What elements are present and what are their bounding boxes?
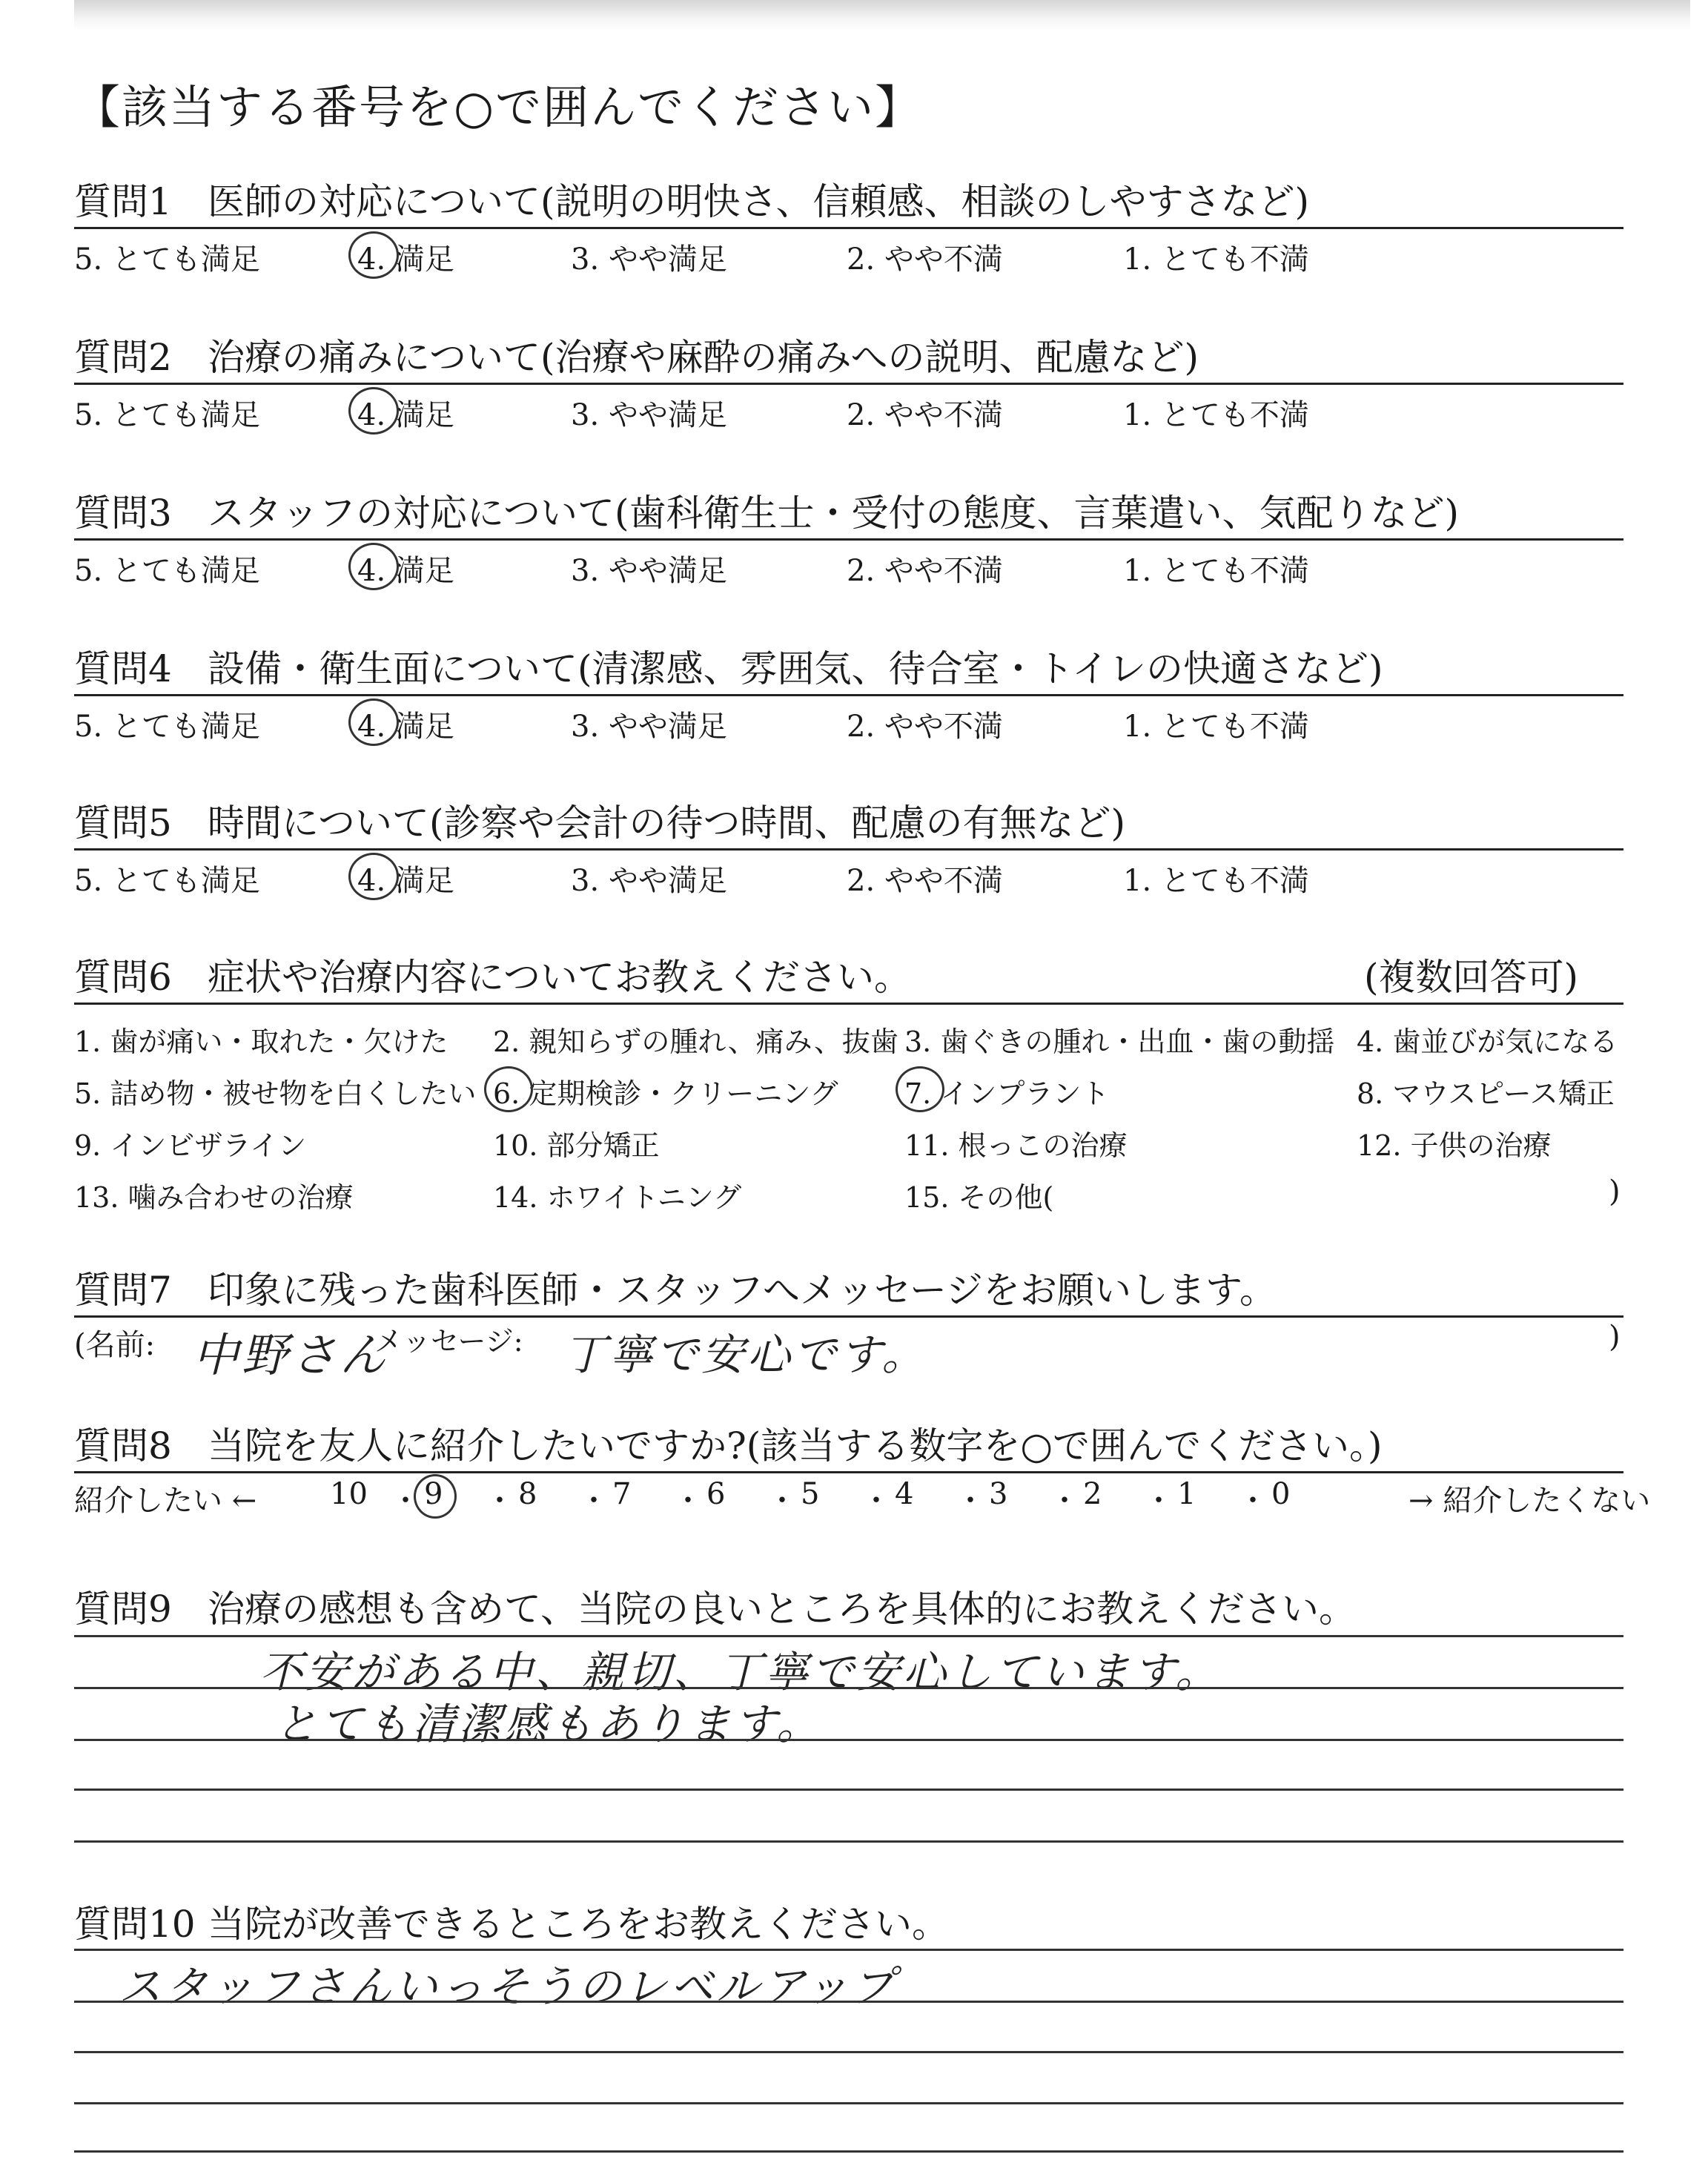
- scale-separator: ・: [1144, 1484, 1174, 1518]
- rating-option[interactable]: 2. やや不満: [847, 710, 1003, 744]
- answer-line: [74, 1739, 1623, 1741]
- rating-option[interactable]: 2. やや不満: [847, 864, 1003, 898]
- question-text: 治療の感想も含めて、当院の良いところを具体的にお教えください。: [208, 1588, 1356, 1631]
- question-7: [74, 1261, 1623, 1382]
- question-number: 質問4: [74, 647, 172, 690]
- rating-option[interactable]: 3. やや満足: [571, 864, 727, 898]
- symptom-option[interactable]: 3. 歯ぐきの腫れ・出血・歯の動揺: [904, 1025, 1335, 1058]
- question-number: 質問8: [74, 1424, 172, 1467]
- question-number: 質問7: [74, 1269, 172, 1312]
- scale-right-label: → 紹介したくない: [1409, 1484, 1651, 1518]
- symptom-option[interactable]: 7. インプラント: [904, 1077, 1110, 1110]
- symptom-option[interactable]: 9. インビザライン: [74, 1129, 307, 1162]
- rating-option[interactable]: 4. 満足: [357, 864, 454, 898]
- scale-left-label: 紹介したい ←: [74, 1484, 257, 1518]
- handwritten-answer-line-1: 不安がある中、親切、丁寧で安心しています。: [259, 1647, 1222, 1697]
- question-text: 当院が改善できるところをお教えください。: [208, 1903, 949, 1946]
- handwritten-improvement: スタッフさんいっそうのレベルアップ: [119, 1961, 897, 2012]
- symptom-option[interactable]: 13. 噛み合わせの治療: [74, 1181, 354, 1214]
- question-9: [74, 1579, 1623, 1631]
- scale-number[interactable]: 8: [518, 1477, 537, 1511]
- scale-number[interactable]: 1: [1177, 1477, 1196, 1511]
- selection-circle: [348, 853, 399, 900]
- symptom-option[interactable]: 15. その他(: [904, 1181, 1054, 1214]
- selection-circle: [896, 1066, 944, 1112]
- message-label: メッセージ:: [374, 1325, 523, 1358]
- scale-number[interactable]: 7: [612, 1477, 632, 1511]
- selection-circle: [348, 387, 399, 435]
- scale-separator: ・: [767, 1484, 797, 1518]
- form-heading: 【該当する番号を○で囲んでください】: [74, 80, 923, 134]
- rating-option[interactable]: 5. とても満足: [74, 554, 260, 588]
- multiple-answer-note: (複数回答可): [1364, 956, 1579, 999]
- scale-number[interactable]: 10: [330, 1477, 368, 1511]
- answer-line: [74, 2150, 1623, 2153]
- scale-separator: ・: [485, 1484, 514, 1518]
- answer-line: [74, 1789, 1623, 1791]
- question-1: [74, 172, 1623, 283]
- question-text: 印象に残った歯科医師・スタッフへメッセージをお願いします。: [208, 1269, 1277, 1312]
- name-label: (名前:: [74, 1328, 156, 1362]
- symptom-option[interactable]: 2. 親知らずの腫れ、痛み、抜歯: [493, 1025, 898, 1058]
- scale-separator: ・: [579, 1484, 609, 1518]
- symptom-option[interactable]: 14. ホワイトニング: [493, 1181, 742, 1214]
- rating-option[interactable]: 4. 満足: [357, 242, 454, 277]
- question-text: 医師の対応について(説明の明快さ、信頼感、相談のしやすさなど): [208, 180, 1310, 223]
- question-text: 当院を友人に紹介したいですか?(該当する数字を○で囲んでください。): [208, 1424, 1383, 1467]
- selection-circle: [414, 1474, 457, 1519]
- question-number: 質問9: [74, 1588, 172, 1631]
- question-underline: [74, 227, 1623, 229]
- answer-line: [74, 1840, 1623, 1843]
- rating-option[interactable]: 2. やや不満: [847, 554, 1003, 588]
- rating-option[interactable]: 4. 満足: [357, 710, 454, 744]
- question-number: 質問6: [74, 956, 172, 999]
- handwritten-message: 丁寧で安心です。: [563, 1330, 928, 1380]
- rating-option[interactable]: 5. とても満足: [74, 242, 260, 277]
- rating-option[interactable]: 5. とても満足: [74, 864, 260, 898]
- rating-option[interactable]: 3. やや満足: [571, 710, 727, 744]
- question-underline: [74, 1471, 1623, 1473]
- scale-number[interactable]: 6: [706, 1477, 726, 1511]
- rating-option[interactable]: 5. とても満足: [74, 398, 260, 432]
- selection-circle: [348, 543, 399, 590]
- selection-circle: [348, 231, 399, 279]
- rating-option[interactable]: 3. やや満足: [571, 398, 727, 432]
- question-underline: [74, 1003, 1623, 1005]
- answer-line: [74, 2001, 1623, 2003]
- rating-option[interactable]: 4. 満足: [357, 398, 454, 432]
- answer-line: [74, 1949, 1623, 1951]
- scan-top-edge: [74, 0, 1690, 31]
- symptom-option[interactable]: 8. マウスピース矯正: [1357, 1077, 1615, 1110]
- selection-circle: [348, 698, 399, 746]
- question-text: スタッフの対応について(歯科衛生士・受付の態度、言葉遣い、気配りなど): [208, 492, 1460, 535]
- scale-number[interactable]: 3: [989, 1477, 1008, 1511]
- scale-separator: ・: [1238, 1484, 1268, 1518]
- selection-circle: [484, 1066, 533, 1112]
- rating-option[interactable]: 1. とても不満: [1123, 554, 1309, 588]
- scale-number[interactable]: 0: [1271, 1477, 1291, 1511]
- question-text: 時間について(診察や会計の待つ時間、配慮の有無など): [208, 802, 1126, 845]
- scale-separator: ・: [391, 1484, 420, 1518]
- answer-line: [74, 2102, 1623, 2104]
- symptom-option[interactable]: 6. 定期検診・クリーニング: [493, 1077, 838, 1110]
- question-underline: [74, 538, 1623, 541]
- rating-option[interactable]: 1. とても不満: [1123, 710, 1309, 744]
- question-text: 症状や治療内容についてお教えください。: [208, 956, 911, 999]
- answer-line: [74, 2051, 1623, 2053]
- rating-option[interactable]: 2. やや不満: [847, 242, 1003, 277]
- symptom-option[interactable]: 5. 詰め物・被せ物を白くしたい: [74, 1077, 477, 1110]
- symptom-option[interactable]: 11. 根っこの治療: [904, 1129, 1128, 1162]
- question-8: [74, 1416, 1651, 1535]
- closing-paren: ): [1609, 1320, 1621, 1354]
- question-5: [74, 793, 1623, 905]
- question-6: [74, 948, 1623, 1215]
- question-number: 質問3: [74, 492, 172, 535]
- question-text: 治療の痛みについて(治療や麻酔の痛みへの説明、配慮など): [208, 336, 1199, 379]
- handwritten-name: 中野さん: [193, 1328, 389, 1382]
- question-number: 質問1: [74, 180, 172, 223]
- scale-number[interactable]: 4: [895, 1477, 914, 1511]
- question-underline: [74, 694, 1623, 696]
- symptom-option[interactable]: 10. 部分矯正: [493, 1129, 660, 1162]
- question-number: 質問5: [74, 802, 172, 845]
- handwritten-answer-line-2: とても清潔感もあります。: [274, 1699, 823, 1749]
- scale-number[interactable]: 9: [424, 1477, 443, 1511]
- scale-separator: ・: [673, 1484, 703, 1518]
- rating-option[interactable]: 3. やや満足: [571, 554, 727, 588]
- symptom-option[interactable]: 12. 子供の治療: [1357, 1129, 1552, 1162]
- question-4: [74, 639, 1623, 750]
- question-underline: [74, 1315, 1623, 1318]
- symptom-option[interactable]: 1. 歯が痛い・取れた・欠けた: [74, 1025, 448, 1058]
- scale-separator: ・: [956, 1484, 985, 1518]
- question-underline: [74, 848, 1623, 851]
- rating-option[interactable]: 5. とても満足: [74, 710, 260, 744]
- question-3: [74, 483, 1623, 595]
- rating-option[interactable]: 1. とても不満: [1123, 398, 1309, 432]
- question-number: 質問2: [74, 336, 172, 379]
- rating-option[interactable]: 2. やや不満: [847, 398, 1003, 432]
- other-closing-paren: ): [1609, 1175, 1621, 1209]
- question-number: 質問10: [74, 1903, 196, 1946]
- rating-option[interactable]: 4. 満足: [357, 554, 454, 588]
- scale-number[interactable]: 5: [801, 1477, 820, 1511]
- symptom-option[interactable]: 4. 歯並びが気になる: [1357, 1025, 1618, 1058]
- rating-option[interactable]: 3. やや満足: [571, 242, 727, 277]
- scale-number[interactable]: 2: [1083, 1477, 1102, 1511]
- rating-option[interactable]: 1. とても不満: [1123, 864, 1309, 898]
- scale-separator: ・: [861, 1484, 891, 1518]
- rating-option[interactable]: 1. とても不満: [1123, 242, 1309, 277]
- question-underline: [74, 383, 1623, 385]
- scale-separator: ・: [1050, 1484, 1079, 1518]
- question-10: [74, 1895, 1623, 1946]
- question-text: 設備・衛生面について(清潔感、雰囲気、待合室・トイレの快適さなど): [208, 647, 1383, 690]
- question-2: [74, 328, 1623, 439]
